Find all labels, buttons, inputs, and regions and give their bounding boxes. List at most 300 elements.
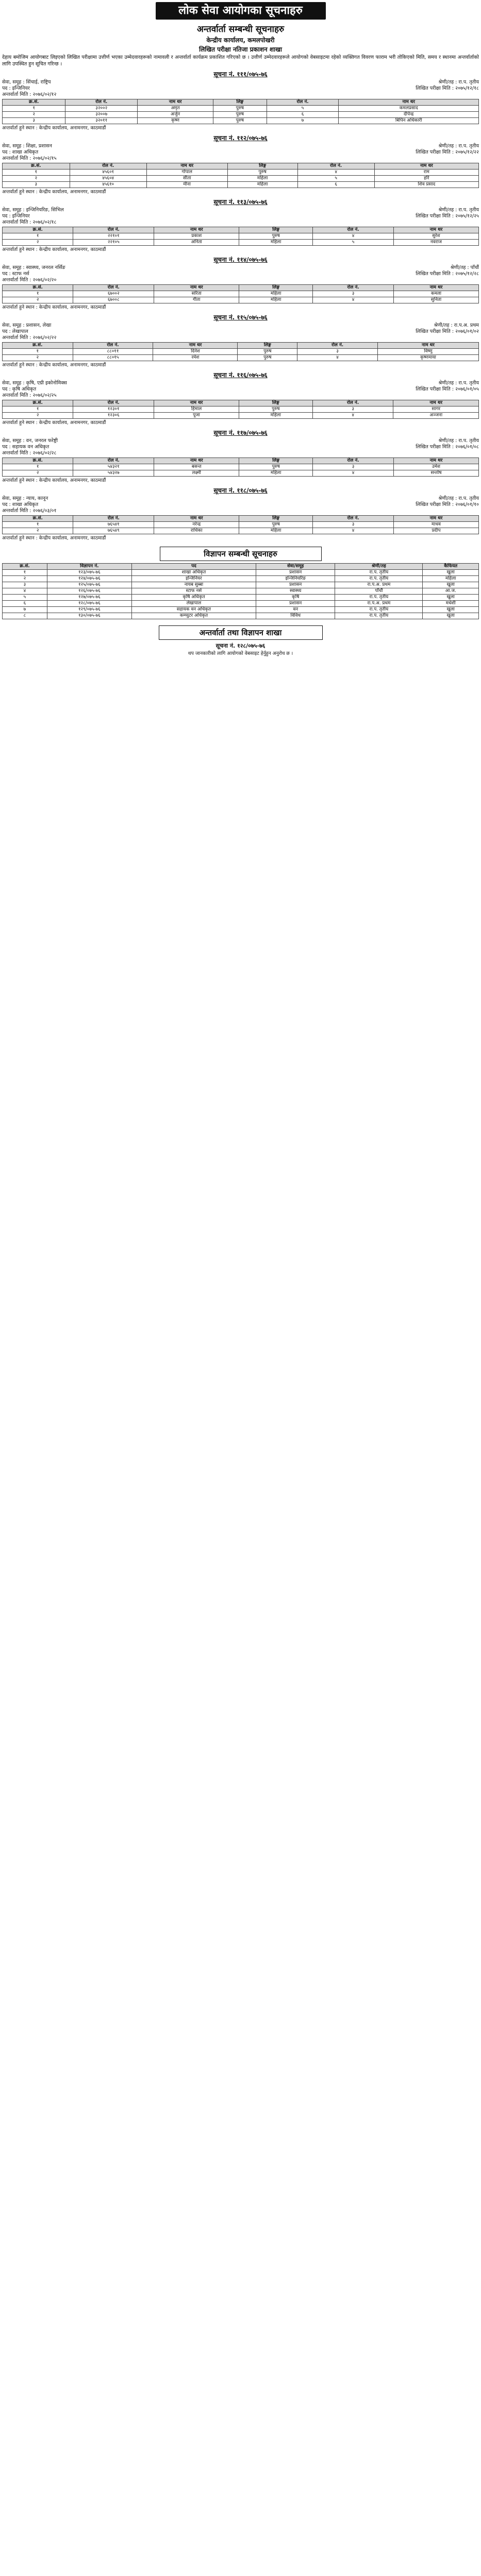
table-cell: रा.प.अ. प्रथम bbox=[335, 582, 423, 588]
table-cell: १ bbox=[3, 570, 47, 576]
table-header-cell: नाम थर bbox=[153, 343, 238, 349]
table-cell: ६ bbox=[3, 601, 47, 607]
document-page bbox=[0, 2, 481, 2576]
table-header-cell: लिङ्ग bbox=[239, 400, 312, 406]
table-cell: ६ bbox=[267, 112, 339, 118]
table-cell: सहायक वन अधिकृत bbox=[131, 607, 256, 613]
table-cell: पाँचौं bbox=[335, 588, 423, 595]
notice-level: श्रेणी/तह : रा.प. तृतीय bbox=[438, 79, 479, 85]
table-cell: २ bbox=[3, 470, 73, 477]
table-cell: ५४३२१ bbox=[73, 464, 154, 470]
notice-table bbox=[2, 400, 479, 419]
table-cell: रा.प. तृतीय bbox=[335, 570, 423, 576]
table-header-cell: लिङ्ग bbox=[239, 285, 313, 291]
table-cell: कमलप्रसाद bbox=[339, 106, 479, 112]
table-cell: महिला bbox=[239, 297, 313, 303]
intro-paragraph: देहाय बमोजिम आयोगबाट लिइएको लिखित परीक्षामा उत्तीर्ण भएका उम्मेदवारहरूको नामावली र अन्तर्वार्ता कार्यक्रम प्रकाशित गरिएको छ । उत्तीर्ण उम्मेदवारहरूले आयोगको वेबसाइटमा रहेको व्यक्तिगत विवरण फाराम भरी तोकिएको मिति, समय र स्थानमा अन्तर्वार्ताको लागि उपस्थित हुन सूचित गरिन्छ । bbox=[2, 55, 479, 67]
table-cell: २ bbox=[3, 355, 73, 361]
notice-meta-row bbox=[2, 207, 479, 213]
table-cell: ३ bbox=[3, 118, 65, 124]
table-cell: ७६५४१ bbox=[73, 522, 154, 528]
notice-block bbox=[2, 197, 479, 253]
table-cell: दिनेश bbox=[153, 349, 238, 355]
table-cell: रा.प. तृतीय bbox=[335, 576, 423, 582]
table-cell: १२६/०७५-७६ bbox=[47, 588, 131, 595]
notice-number: सूचना नं. ११३/०७५-७६ bbox=[213, 198, 268, 206]
table-row bbox=[3, 588, 479, 595]
notice-exam-date: लिखित परीक्षा मिति : २०७६/०१/१० bbox=[416, 502, 479, 507]
table-cell: ३२०११ bbox=[65, 118, 138, 124]
table-header-cell: रोल नं. bbox=[73, 458, 154, 464]
notice-meta-row bbox=[2, 271, 479, 277]
notice-exam-date: लिखित परीक्षा मिति : २०७६/०१/०५ bbox=[416, 386, 479, 392]
table-cell: सुनिता bbox=[393, 297, 478, 303]
table-cell: १२३०६ bbox=[73, 413, 154, 419]
table-cell: ५ bbox=[267, 106, 339, 112]
table-header-cell: क्र.सं. bbox=[3, 285, 73, 291]
notice-exam-date: लिखित परीक्षा मिति : २०७५/१२/२८ bbox=[416, 271, 479, 277]
notice-level: श्रेणी/तह : रा.प. तृतीय bbox=[438, 496, 479, 501]
notice-venue: अन्तर्वार्ता हुने स्थान : केन्द्रीय कार्यालय, अनामनगर, काठमाडौं bbox=[2, 125, 106, 131]
table-cell: १२७/०७५-७६ bbox=[47, 595, 131, 601]
table-cell: २ bbox=[3, 240, 73, 246]
table-cell: ३२००२ bbox=[65, 106, 138, 112]
table-cell: मीना bbox=[146, 182, 227, 188]
notice-level: श्रेणी/तह : रा.प. तृतीय bbox=[438, 380, 479, 386]
table-cell: सन्तोष bbox=[393, 470, 478, 477]
table-cell: नरेन्द्र bbox=[154, 522, 239, 528]
notice-level: श्रेणी/तह : रा.प. तृतीय bbox=[438, 207, 479, 213]
notice-venue: अन्तर्वार्ता हुने स्थान : केन्द्रीय कार्यालय, अनामनगर, काठमाडौं bbox=[2, 362, 106, 368]
table-cell: प्रशासन bbox=[256, 582, 335, 588]
table-cell: खुला bbox=[423, 582, 479, 588]
table-cell: ८८०१५ bbox=[73, 355, 153, 361]
table-cell: ३ bbox=[313, 291, 394, 297]
table-cell: नायब सुब्बा bbox=[131, 582, 256, 588]
table-cell: प्रशासन bbox=[256, 601, 335, 607]
table-row bbox=[3, 233, 479, 240]
table-row bbox=[3, 470, 479, 477]
notice-table bbox=[2, 227, 479, 246]
notice-interview-date: अन्तर्वार्ता मिति : २०७६/०३/०१ bbox=[2, 508, 57, 514]
table-cell: कम्प्युटर अधिकृत bbox=[131, 613, 256, 619]
table-header-cell: लिङ्ग bbox=[238, 343, 297, 349]
table-cell: हिमाल bbox=[154, 406, 239, 413]
table-cell: रा.प. तृतीय bbox=[335, 595, 423, 601]
section-title: अन्तर्वार्ता सम्बन्धी सूचनाहरु bbox=[196, 24, 285, 35]
notice-meta-row bbox=[2, 79, 479, 86]
table-cell: १२८/०७५-७६ bbox=[47, 601, 131, 607]
table-header-cell: नाम थर bbox=[146, 163, 227, 170]
table-header-cell: रोल नं. bbox=[65, 99, 138, 106]
notice-number: सूचना नं. ११४/०७५-७६ bbox=[213, 256, 268, 263]
notice-interview-date: अन्तर्वार्ता मिति : २०७६/०२/२५ bbox=[2, 393, 57, 398]
notice-meta-row bbox=[2, 323, 479, 329]
table-cell: शिव प्रसाद bbox=[374, 182, 478, 188]
table-cell: पुरुष bbox=[239, 406, 312, 413]
table-cell: २ bbox=[3, 297, 73, 303]
table-cell: महिला bbox=[423, 576, 479, 582]
table-header-cell: नाम थर bbox=[393, 458, 478, 464]
table-header-cell: लिङ्ग bbox=[227, 163, 297, 170]
table-cell: अञ्जना bbox=[393, 413, 479, 419]
results-section-title: विज्ञापन सम्बन्धी सूचनाहरु bbox=[160, 547, 322, 561]
table-row bbox=[3, 118, 479, 124]
table-cell: पुरुष bbox=[213, 106, 267, 112]
table-row bbox=[3, 291, 479, 297]
table-cell: कृष्णमाया bbox=[378, 355, 479, 361]
table-cell: वन bbox=[256, 607, 335, 613]
notice-level: श्रेणी/तह : रा.प. तृतीय bbox=[438, 143, 479, 149]
notice-post: पद : इन्जिनियर bbox=[2, 86, 30, 91]
table-header-cell: नाम थर bbox=[378, 343, 479, 349]
notice-post: पद : लेखापाल bbox=[2, 329, 28, 334]
notice-number: सूचना नं. ११५/०७५-७६ bbox=[213, 314, 268, 321]
notice-table bbox=[2, 99, 479, 124]
notice-table bbox=[2, 342, 479, 361]
notice-interview-date: अन्तर्वार्ता मिति : २०७६/०२/१८ bbox=[2, 219, 57, 225]
table-row bbox=[3, 406, 479, 413]
table-header-cell: रोल नं. bbox=[70, 163, 146, 170]
notice-meta-row bbox=[2, 386, 479, 393]
table-cell: ६७००२ bbox=[73, 291, 154, 297]
notice-venue: अन्तर्वार्ता हुने स्थान : केन्द्रीय कार्यालय, अनामनगर, काठमाडौं bbox=[2, 535, 106, 541]
table-cell: खुला bbox=[423, 607, 479, 613]
table-cell: विविध bbox=[256, 613, 335, 619]
table-cell: प्रकाश bbox=[154, 233, 239, 240]
table-cell: ६ bbox=[297, 182, 374, 188]
table-cell: ७ bbox=[267, 118, 339, 124]
table-cell: रा.प. तृतीय bbox=[335, 607, 423, 613]
table-row bbox=[3, 349, 479, 355]
table-cell: पुरुष bbox=[239, 464, 313, 470]
table-header-cell: रोल नं. bbox=[73, 516, 154, 522]
table-cell: प्रशासन bbox=[256, 570, 335, 576]
table-cell: ४ bbox=[312, 413, 393, 419]
table-cell: कृषि अधिकृत bbox=[131, 595, 256, 601]
table-cell: १ bbox=[3, 464, 73, 470]
notice-interview-date: अन्तर्वार्ता मिति : २०७६/०२/२८ bbox=[2, 450, 57, 456]
table-row bbox=[3, 601, 479, 607]
table-cell: ३ bbox=[313, 522, 394, 528]
table-header-cell: नाम थर bbox=[154, 227, 239, 233]
table-row bbox=[3, 570, 479, 576]
notice-level: श्रेणी/तह : रा.प. तृतीय bbox=[438, 438, 479, 444]
table-cell: लेखापाल bbox=[131, 601, 256, 607]
notice-service: सेवा, समूह : स्वास्थ्य, जनरल नर्सिङ bbox=[2, 265, 65, 270]
table-cell: १ bbox=[3, 291, 73, 297]
sub-office-name: लिखित परीक्षा नतिजा प्रकाशन शाखा bbox=[198, 46, 283, 53]
table-row bbox=[3, 582, 479, 588]
table-row bbox=[3, 297, 479, 303]
table-cell: ३ bbox=[297, 349, 378, 355]
table-cell: खुला bbox=[423, 595, 479, 601]
table-cell: गोपाल bbox=[146, 170, 227, 176]
office-name: केन्द्रीय कार्यालय, कमलपोखरी bbox=[206, 37, 275, 44]
table-header-cell: नाम थर bbox=[339, 99, 479, 106]
notice-interview-date: अन्तर्वार्ता मिति : २०७६/०२/१५ bbox=[2, 156, 57, 161]
table-cell: ६७००८ bbox=[73, 297, 154, 303]
table-row bbox=[3, 413, 479, 419]
table-cell: इन्जिनियरिङ bbox=[256, 576, 335, 582]
main-title: लोक सेवा आयोगका सूचनाहरु bbox=[156, 2, 326, 20]
table-cell: ८ bbox=[3, 613, 47, 619]
table-cell: ४ bbox=[313, 233, 394, 240]
table-header-cell: लिङ्ग bbox=[213, 99, 267, 106]
table-header-cell: विज्ञापन नं. bbox=[47, 564, 131, 570]
table-cell: आ.ज. bbox=[423, 588, 479, 595]
notice-service: सेवा, समूह : न्याय, कानून bbox=[2, 496, 48, 501]
notice-block bbox=[2, 313, 479, 368]
notice-interview-date: अन्तर्वार्ता मिति : २०७६/०२/२२ bbox=[2, 335, 57, 341]
table-cell: २ bbox=[3, 576, 47, 582]
table-cell: २ bbox=[3, 176, 70, 182]
table-header-cell: श्रेणी/तह bbox=[335, 564, 423, 570]
table-cell: १ bbox=[3, 233, 73, 240]
table-header-cell: रोल नं. bbox=[73, 285, 154, 291]
table-row bbox=[3, 355, 479, 361]
table-cell: ५ bbox=[3, 595, 47, 601]
notice-meta-row bbox=[2, 329, 479, 335]
notice-exam-date: लिखित परीक्षा मिति : २०७५/१२/२२ bbox=[416, 149, 479, 155]
table-cell: प्रदीप bbox=[393, 528, 478, 534]
table-cell: ३ bbox=[313, 464, 394, 470]
table-cell: महिला bbox=[239, 291, 313, 297]
notice-service: सेवा, समूह : वन, जनरल फरेष्ट्री bbox=[2, 438, 58, 444]
table-cell: ४ bbox=[313, 470, 394, 477]
table-header-cell: रोल नं. bbox=[73, 343, 153, 349]
table-cell: १२९/०७५-७६ bbox=[47, 607, 131, 613]
table-row bbox=[3, 607, 479, 613]
table-cell: पुरुष bbox=[239, 522, 313, 528]
table-cell: १ bbox=[3, 170, 70, 176]
table-cell: ७ bbox=[3, 607, 47, 613]
table-header-cell: क्र.सं. bbox=[3, 564, 47, 570]
table-cell: १ bbox=[3, 522, 73, 528]
table-cell: २ bbox=[3, 413, 73, 419]
table-row bbox=[3, 106, 479, 112]
notice-meta-row bbox=[2, 265, 479, 271]
table-cell: ३ bbox=[312, 406, 393, 413]
notice-meta-row bbox=[2, 86, 479, 92]
notice-exam-date: लिखित परीक्षा मिति : २०७५/१२/२५ bbox=[416, 213, 479, 219]
notice-table bbox=[2, 284, 479, 303]
table-header-cell: क्र.सं. bbox=[3, 343, 73, 349]
notice-block bbox=[2, 133, 479, 195]
table-cell: ४५६०१ bbox=[70, 170, 146, 176]
table-row bbox=[3, 464, 479, 470]
table-header-cell: लिङ्ग bbox=[239, 458, 313, 464]
footer-title: अन्तर्वार्ता तथा विज्ञापन शाखा bbox=[159, 625, 323, 640]
notice-venue: अन्तर्वार्ता हुने स्थान : केन्द्रीय कार्यालय, अनामनगर, काठमाडौं bbox=[2, 189, 106, 195]
table-cell: शाखा अधिकृत bbox=[131, 570, 256, 576]
notice-table bbox=[2, 163, 479, 188]
table-cell: महिला bbox=[239, 528, 313, 534]
notice-number: सूचना नं. ११६/०७५-७६ bbox=[213, 371, 268, 379]
table-cell: २ bbox=[3, 112, 65, 118]
notice-level: श्रेणी/तह : पाँचौं bbox=[450, 265, 479, 270]
table-cell: स्वास्थ्य bbox=[256, 588, 335, 595]
notice-post: पद : स्टाफ नर्स bbox=[2, 271, 29, 277]
table-cell: महिला bbox=[227, 182, 297, 188]
table-cell: सरिता bbox=[154, 291, 239, 297]
notice-venue: अन्तर्वार्ता हुने स्थान : केन्द्रीय कार्यालय, अनामनगर, काठमाडौं bbox=[2, 247, 106, 252]
table-header-cell: क्र.सं. bbox=[3, 516, 73, 522]
table-cell: दीपेन्द्र bbox=[339, 112, 479, 118]
notice-table bbox=[2, 515, 479, 534]
table-cell: इन्जिनियर bbox=[131, 576, 256, 582]
table-row bbox=[3, 576, 479, 582]
table-header-cell: पद bbox=[131, 564, 256, 570]
table-row bbox=[3, 182, 479, 188]
table-header-cell: नाम थर bbox=[138, 99, 213, 106]
footer-line: सूचना नं. १२८/०७५-७६ bbox=[215, 642, 266, 649]
table-header-cell: रोल नं. bbox=[312, 400, 393, 406]
table-header-cell: नाम थर bbox=[154, 516, 239, 522]
notice-venue: अन्तर्वार्ता हुने स्थान : केन्द्रीय कार्यालय, अनामनगर, काठमाडौं bbox=[2, 420, 106, 426]
notice-meta-row bbox=[2, 438, 479, 444]
table-header-cell: रोल नं. bbox=[73, 227, 154, 233]
notice-number: सूचना नं. १११/०७५-७६ bbox=[213, 71, 268, 78]
notice-exam-date: लिखित परीक्षा मिति : २०७६/०१/०८ bbox=[416, 444, 479, 450]
table-header-cell: रोल नं. bbox=[297, 163, 374, 170]
table-header-cell: रोल नं. bbox=[297, 343, 378, 349]
notice-number: सूचना नं. ११८/०७५-७६ bbox=[213, 487, 268, 494]
table-header-cell: क्र.सं. bbox=[3, 227, 73, 233]
notice-table bbox=[2, 457, 479, 477]
table-header-cell: रोल नं. bbox=[267, 99, 339, 106]
notice-post: पद : कृषि अधिकृत bbox=[2, 386, 37, 392]
table-cell: ४ bbox=[313, 528, 394, 534]
notice-service: सेवा, समूह : सिंचाई, राष्ट्रिय bbox=[2, 79, 51, 85]
table-cell: पूजा bbox=[154, 413, 239, 419]
table-cell: २२१०१ bbox=[73, 233, 154, 240]
notice-meta-row bbox=[2, 149, 479, 156]
table-cell: अर्जुन bbox=[138, 112, 213, 118]
notice-interview-date: अन्तर्वार्ता मिति : २०७६/०२/२० bbox=[2, 277, 57, 283]
results-table bbox=[2, 563, 479, 619]
table-header-cell: लिङ्ग bbox=[239, 227, 313, 233]
table-cell: पुरुष bbox=[213, 118, 267, 124]
notice-post: पद : इन्जिनियर bbox=[2, 213, 30, 219]
table-cell: महिला bbox=[239, 413, 312, 419]
table-cell: ४ bbox=[297, 355, 378, 361]
table-header-cell: नाम थर bbox=[393, 400, 479, 406]
table-cell: ४ bbox=[313, 297, 394, 303]
notice-service: सेवा, समूह : इन्जिनियरिङ, सिभिल bbox=[2, 207, 64, 213]
table-cell: ५ bbox=[297, 176, 374, 182]
notice-block bbox=[2, 428, 479, 484]
table-header-cell: लिङ्ग bbox=[239, 516, 313, 522]
table-cell: २२१०५ bbox=[73, 240, 154, 246]
notice-block bbox=[2, 370, 479, 426]
table-cell: कृष्ण bbox=[138, 118, 213, 124]
table-header-cell: क्र.सं. bbox=[3, 458, 73, 464]
notice-number: सूचना नं. ११२/०७५-७६ bbox=[213, 134, 268, 142]
table-cell: ७६५४९ bbox=[73, 528, 154, 534]
table-cell: १२३०१ bbox=[73, 406, 154, 413]
table-cell: सुरेश bbox=[393, 233, 478, 240]
table-cell: बसन्त bbox=[154, 464, 239, 470]
notice-level: श्रेणी/तह : रा.प.अ. प्रथम bbox=[434, 323, 479, 328]
table-cell: ४ bbox=[3, 588, 47, 595]
table-cell: १३०/०७५-७६ bbox=[47, 613, 131, 619]
table-header-cell: नाम थर bbox=[374, 163, 478, 170]
table-cell: ८८०११ bbox=[73, 349, 153, 355]
table-row bbox=[3, 613, 479, 619]
table-header-cell: क्र.सं. bbox=[3, 99, 65, 106]
notice-venue: अन्तर्वार्ता हुने स्थान : केन्द्रीय कार्यालय, अनामनगर, काठमाडौं bbox=[2, 478, 106, 483]
notice-post: पद : शाखा अधिकृत bbox=[2, 502, 39, 507]
table-cell: कृषि bbox=[256, 595, 335, 601]
table-cell: अमृत bbox=[138, 106, 213, 112]
table-cell: पुरुष bbox=[239, 233, 313, 240]
table-cell: ३२००७ bbox=[65, 112, 138, 118]
notices-list bbox=[2, 70, 479, 541]
table-header-cell: नाम थर bbox=[393, 285, 478, 291]
table-cell: स्टाफ नर्स bbox=[131, 588, 256, 595]
notice-service: सेवा, समूह : शिक्षा, प्रशासन bbox=[2, 143, 52, 149]
table-cell: १ bbox=[3, 106, 65, 112]
notice-number: सूचना नं. ११७/०७५-७६ bbox=[213, 429, 268, 436]
notice-exam-date: लिखित परीक्षा मिति : २०७६/०१/०२ bbox=[416, 329, 479, 334]
table-cell: २ bbox=[3, 528, 73, 534]
table-cell: महिला bbox=[227, 176, 297, 182]
table-cell: लक्ष्मी bbox=[154, 470, 239, 477]
table-cell: राधिका bbox=[154, 528, 239, 534]
table-cell: नवराज bbox=[393, 240, 478, 246]
table-header-cell: रोल नं. bbox=[313, 458, 394, 464]
table-header-cell: नाम थर bbox=[393, 227, 478, 233]
notice-meta-row bbox=[2, 444, 479, 450]
table-cell: खुला bbox=[423, 613, 479, 619]
table-cell: अनिता bbox=[154, 240, 239, 246]
table-cell: बिपिन अधिकारी bbox=[339, 118, 479, 124]
table-cell: महिला bbox=[239, 470, 313, 477]
table-cell: ४ bbox=[297, 170, 374, 176]
table-cell: खुला bbox=[423, 570, 479, 576]
table-cell: रा.प. तृतीय bbox=[335, 613, 423, 619]
table-row bbox=[3, 170, 479, 176]
table-header-cell: रोल नं. bbox=[73, 400, 154, 406]
table-header-cell: नाम थर bbox=[154, 400, 239, 406]
table-cell: ३ bbox=[3, 582, 47, 588]
notice-post: पद : शाखा अधिकृत bbox=[2, 149, 39, 155]
table-header-cell: रोल नं. bbox=[313, 285, 394, 291]
table-cell: १२४/०७५-७६ bbox=[47, 576, 131, 582]
table-header-cell: रोल नं. bbox=[313, 516, 394, 522]
table-cell: ४५६१० bbox=[70, 182, 146, 188]
table-cell: पुरुष bbox=[227, 170, 297, 176]
table-cell: ५ bbox=[313, 240, 394, 246]
table-cell: पुरुष bbox=[213, 112, 267, 118]
table-cell: सागर bbox=[393, 406, 479, 413]
notice-post: पद : सहायक वन अधिकृत bbox=[2, 444, 49, 450]
notice-interview-date: अन्तर्वार्ता मिति : २०७६/०२/१२ bbox=[2, 92, 57, 97]
notice-meta-row bbox=[2, 143, 479, 149]
table-cell: रा.प.अ. प्रथम bbox=[335, 601, 423, 607]
table-row bbox=[3, 176, 479, 182]
table-row bbox=[3, 522, 479, 528]
notice-exam-date: लिखित परीक्षा मिति : २०७५/१२/१८ bbox=[416, 86, 479, 91]
table-header-cell: नाम थर bbox=[393, 516, 478, 522]
notice-service: सेवा, समूह : प्रशासन, लेखा bbox=[2, 323, 52, 328]
table-row bbox=[3, 528, 479, 534]
notice-meta-row bbox=[2, 380, 479, 386]
table-cell: विष्णु bbox=[378, 349, 479, 355]
notice-meta-row bbox=[2, 502, 479, 508]
table-cell: १ bbox=[3, 349, 73, 355]
